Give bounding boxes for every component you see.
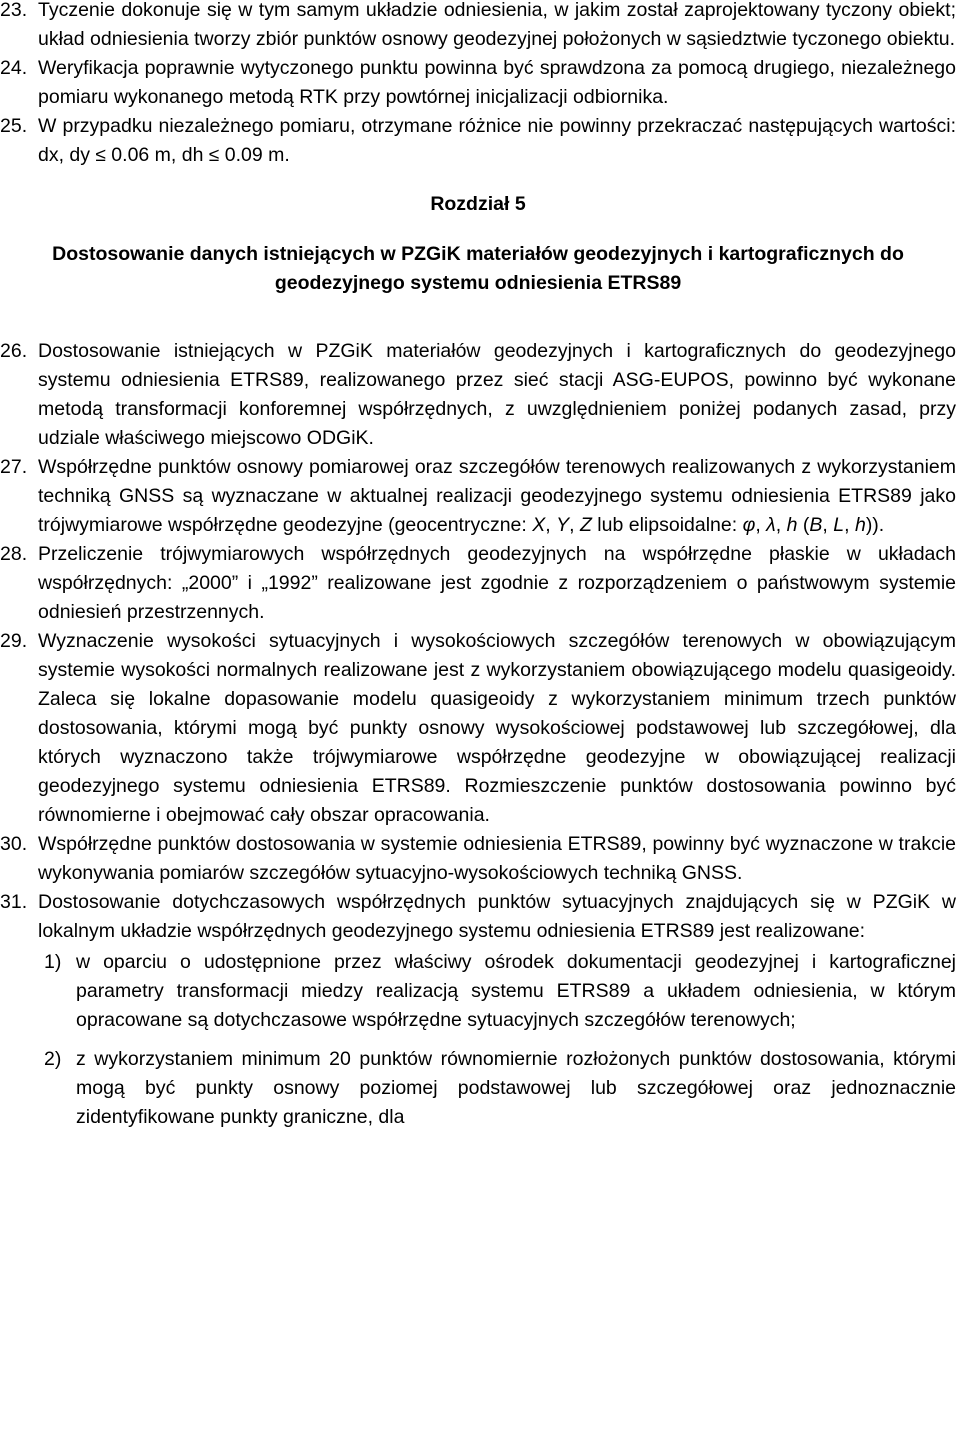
italic-symbol: L (833, 514, 845, 536)
italic-symbol: Z (579, 514, 592, 536)
list-item-25 (0, 112, 956, 170)
item-text: Dostosowanie istniejących w PZGiK materiałów geodezyjnych i kartograficznych do geodezyjnego systemu odniesienia ETRS89, realizowanego przez sieć stacji ASG-EUPOS, powinno być wykonane metodą transformacji konforemnej współrzędnych, z uwzględnieniem poniżej podanych zasad, przy udziale właściwego miejscowo ODGiK. (38, 340, 956, 449)
sub-list-item-1 (0, 948, 956, 1035)
item-number: 25. (0, 115, 28, 137)
item-text: Przeliczenie trójwymiarowych współrzędnych geodezyjnych na współrzędne płaskie w układach współrzędnych: „2000” i „1992” realizowane jest zgodnie z rozporządzeniem o państwowym systemie odniesień przestrzennych. (38, 543, 956, 623)
list-item-24 (0, 54, 956, 112)
item-text: Dostosowanie dotychczasowych współrzędnych punktów sytuacyjnych znajdujących się w PZGiK w lokalnym układzie współrzędnych geodezyjnego systemu odniesienia ETRS89 jest realizowane: (38, 891, 956, 942)
chapter-label: Rozdział 5 (430, 193, 526, 215)
sub-item-number: 1) (44, 951, 62, 973)
text-segment: lub elipsoidalne: (591, 514, 743, 536)
italic-symbol: X (532, 514, 546, 536)
item-text: Współrzędne punktów dostosowania w systemie odniesienia ETRS89, powinny być wyznaczone w trakcie wykonywania pomiarów szczegółów sytuacyjno-wysokościowych techniką GNSS. (38, 833, 956, 884)
sub-item-number: 2) (44, 1048, 62, 1070)
list-item-28 (0, 540, 956, 627)
sub-item-text: w oparciu o udostępnione przez właściwy ośrodek dokumentacji geodezyjnej i kartograficznej parametry transformacji miedzy realizacją systemu ETRS89 a układem odniesienia, w którym opracowane są dotychczasowe współrzędne sytuacyjnych szczegółów terenowych; (76, 951, 956, 1031)
list-item-26 (0, 337, 956, 453)
italic-symbol: λ (766, 514, 776, 536)
item-number: 26. (0, 340, 28, 362)
less-or-equal-symbol: ≤ (208, 145, 220, 166)
text-segment: , (822, 514, 834, 536)
item-text: Wyznaczenie wysokości sytuacyjnych i wysokościowych szczegółów terenowych w obowiązującym systemie wysokości normalnych realizowane jest z wykorzystaniem obowiązującego modelu quasigeoidy. Zaleca się lokalne dopasowanie modelu quasigeoidy z wykorzystaniem minimum trzech punktów dostosowania, którymi mogą być punkty osnowy wysokościowej podstawowej lub szczegółowej, dla których wyznaczono także trójwymiarowe współrzędne geodezyjne w obowiązującej realizacji geodezyjnego systemu odniesienia ETRS89. Rozmieszczenie punktów dostosowania powinno być równomierne i obejmować cały obszar opracowania. (38, 630, 956, 826)
italic-symbol: h (854, 514, 866, 536)
italic-symbol: h (786, 514, 798, 536)
list-item-27 (0, 453, 956, 540)
item-text (38, 453, 956, 540)
list-item-31 (0, 888, 956, 946)
item-number: 28. (0, 543, 28, 565)
text-segment: )). (865, 514, 885, 536)
list-item-30 (0, 830, 956, 888)
less-or-equal-symbol: ≤ (95, 145, 106, 166)
text-segment: 0.09 m. (219, 144, 290, 166)
text-segment: , (569, 514, 580, 536)
item-number: 30. (0, 833, 28, 855)
sub-item-text: z wykorzystaniem minimum 20 punktów równomiernie rozłożonych punktów dostosowania, którymi mogą być punkty osnowy poziomej podstawowej lub szczegółowej oraz jednoznacznie zidentyfikowane punkty graniczne, dla (76, 1048, 956, 1128)
item-number: 29. (0, 630, 28, 652)
list-item-29 (0, 627, 956, 830)
item-text: Weryfikacja poprawnie wytyczonego punktu powinna być sprawdzona za pomocą drugiego, niezależnego pomiaru wykonanego metodą RTK przy powtórnej inicjalizacji odbiornika. (38, 57, 956, 108)
spacer (0, 298, 956, 337)
italic-symbol: B (809, 514, 823, 536)
item-number: 31. (0, 891, 28, 913)
text-segment: ( (797, 514, 810, 536)
list-item-23 (0, 0, 956, 54)
sub-list-item-2 (0, 1045, 956, 1132)
text-segment: 0.06 m, dh (105, 144, 209, 166)
italic-symbol: Y (556, 514, 570, 536)
text-segment: , (755, 514, 767, 536)
text-segment: , (545, 514, 557, 536)
text-segment: , (775, 514, 787, 536)
item-number: 24. (0, 57, 28, 79)
italic-symbol: φ (742, 514, 756, 536)
text-segment: , (844, 514, 855, 536)
item-number: 23. (0, 0, 28, 21)
text-segment: W przypadku niezależnego pomiaru, otrzymane różnice nie powinny przekraczać następujących wartości: dx, dy (38, 115, 956, 166)
item-text (38, 112, 956, 170)
item-number: 27. (0, 456, 28, 478)
text-segment: Współrzędne punktów osnowy pomiarowej oraz szczegółów terenowych realizowanych z wykorzystaniem techniką GNSS są wyznaczane w aktualnej realizacji geodezyjnego systemu odniesienia ETRS89 jako trójwymiarowe współrzędne geodezyjne (geocentryczne: (38, 456, 956, 536)
item-text: Tyczenie dokonuje się w tym samym układzie odniesienia, w jakim został zaprojektowany tyczony obiekt; układ odniesienia tworzy zbiór punktów osnowy geodezyjnej położonych w sąsiedztwie tyczonego obiektu. (38, 0, 956, 50)
chapter-title: Dostosowanie danych istniejących w PZGiK materiałów geodezyjnych i kartograficznych do geodezyjnego systemu odniesienia ETRS89 (52, 243, 904, 294)
